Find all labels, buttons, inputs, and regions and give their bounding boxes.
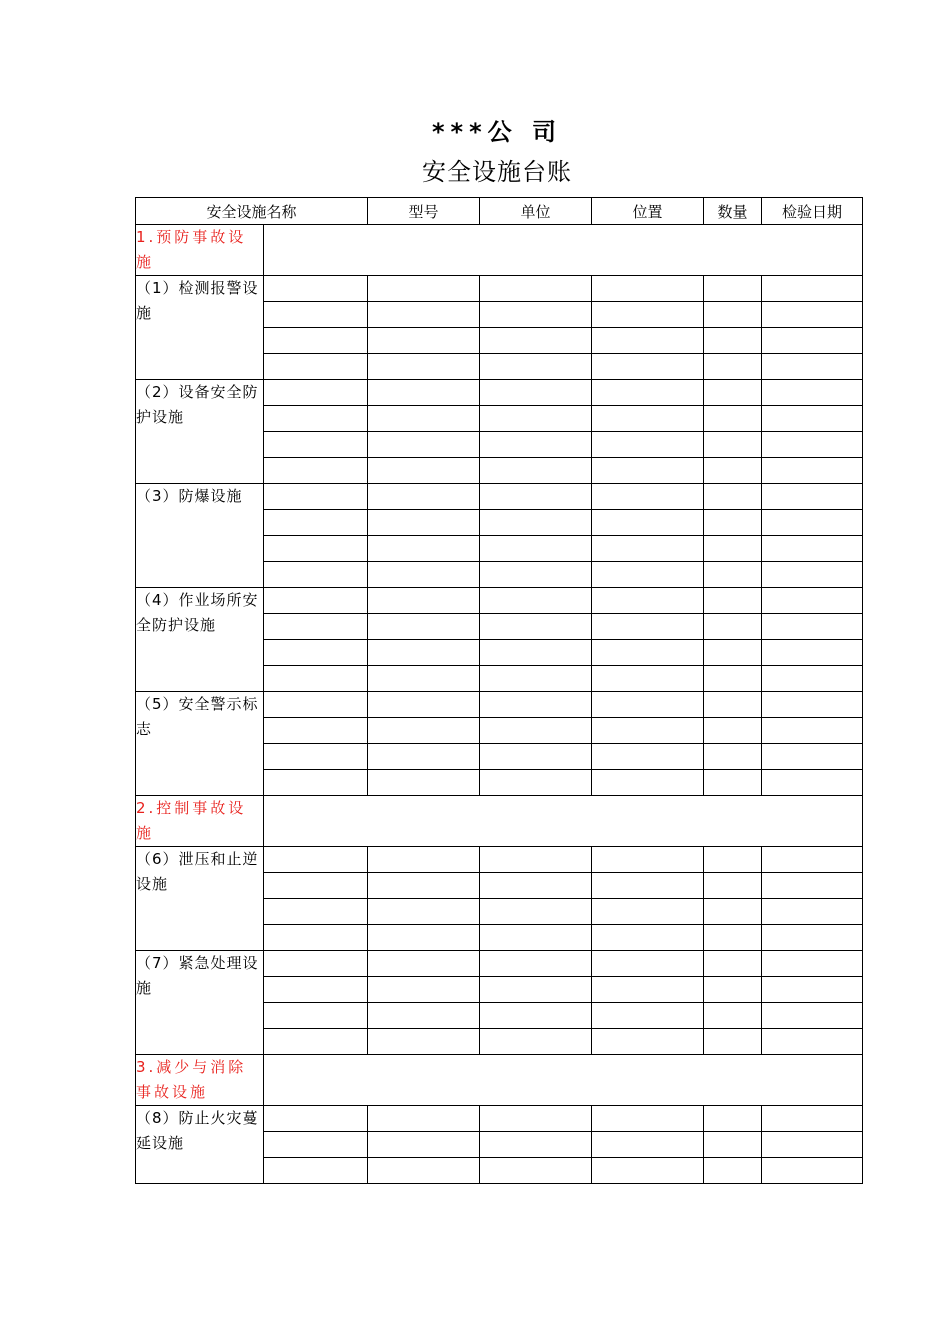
facility-name-cell[interactable] (264, 588, 368, 614)
category-name: 3.减少与消除事故设施 (136, 1055, 264, 1106)
location-cell[interactable] (592, 977, 704, 1003)
inspection-date-cell[interactable] (762, 276, 863, 302)
subcategory-name: （5）安全警示标志 (136, 692, 264, 796)
model-cell[interactable] (368, 692, 480, 718)
category-row (136, 1055, 863, 1106)
quantity-cell[interactable] (704, 562, 762, 588)
model-cell[interactable] (368, 925, 480, 951)
quantity-cell[interactable] (704, 536, 762, 562)
model-cell[interactable] (368, 718, 480, 744)
location-cell[interactable] (592, 744, 704, 770)
quantity-cell[interactable] (704, 770, 762, 796)
location-cell[interactable] (592, 588, 704, 614)
subcategory-name: （3）防爆设施 (136, 484, 264, 588)
unit-cell[interactable] (480, 951, 592, 977)
facility-name-cell[interactable] (264, 1132, 368, 1158)
category-blank-cell[interactable] (264, 225, 863, 276)
company-name: ***公 司 (431, 118, 562, 146)
facility-name-cell[interactable] (264, 510, 368, 536)
location-cell[interactable] (592, 354, 704, 380)
facility-name-cell[interactable] (264, 536, 368, 562)
quantity-cell[interactable] (704, 302, 762, 328)
inspection-date-cell[interactable] (762, 484, 863, 510)
location-cell[interactable] (592, 899, 704, 925)
facility-name-cell[interactable] (264, 1029, 368, 1055)
location-cell[interactable] (592, 666, 704, 692)
model-cell[interactable] (368, 1029, 480, 1055)
inspection-date-cell[interactable] (762, 873, 863, 899)
location-cell[interactable] (592, 1003, 704, 1029)
facility-name-cell[interactable] (264, 484, 368, 510)
column-header-unit: 单位 (480, 198, 592, 225)
location-cell[interactable] (592, 1106, 704, 1132)
subcategory-name: （6）泄压和止逆设施 (136, 847, 264, 951)
unit-cell[interactable] (480, 536, 592, 562)
inspection-date-cell[interactable] (762, 302, 863, 328)
unit-cell[interactable] (480, 432, 592, 458)
category-row (136, 796, 863, 847)
facility-name-cell[interactable] (264, 925, 368, 951)
model-cell[interactable] (368, 458, 480, 484)
quantity-cell[interactable] (704, 977, 762, 1003)
column-header-quantity: 数量 (704, 198, 762, 225)
quantity-cell[interactable] (704, 432, 762, 458)
facility-name-cell[interactable] (264, 977, 368, 1003)
facility-name-cell[interactable] (264, 951, 368, 977)
safety-facility-ledger-table (135, 197, 863, 1184)
quantity-cell[interactable] (704, 1158, 762, 1184)
location-cell[interactable] (592, 458, 704, 484)
quantity-cell[interactable] (704, 951, 762, 977)
quantity-cell[interactable] (704, 1003, 762, 1029)
unit-cell[interactable] (480, 899, 592, 925)
inspection-date-cell[interactable] (762, 899, 863, 925)
unit-cell[interactable] (480, 847, 592, 873)
model-cell[interactable] (368, 302, 480, 328)
facility-name-cell[interactable] (264, 432, 368, 458)
facility-name-cell[interactable] (264, 847, 368, 873)
facility-name-cell[interactable] (264, 899, 368, 925)
model-cell[interactable] (368, 951, 480, 977)
location-cell[interactable] (592, 1132, 704, 1158)
unit-cell[interactable] (480, 977, 592, 1003)
category-name: 1.预防事故设施 (136, 225, 264, 276)
table-row (136, 380, 863, 406)
unit-cell[interactable] (480, 1132, 592, 1158)
model-cell[interactable] (368, 1132, 480, 1158)
facility-name-cell[interactable] (264, 276, 368, 302)
quantity-cell[interactable] (704, 899, 762, 925)
location-cell[interactable] (592, 432, 704, 458)
quantity-cell[interactable] (704, 328, 762, 354)
inspection-date-cell[interactable] (762, 666, 863, 692)
model-cell[interactable] (368, 1003, 480, 1029)
facility-name-cell[interactable] (264, 1158, 368, 1184)
facility-name-cell[interactable] (264, 406, 368, 432)
location-cell[interactable] (592, 925, 704, 951)
quantity-cell[interactable] (704, 925, 762, 951)
model-cell[interactable] (368, 328, 480, 354)
location-cell[interactable] (592, 536, 704, 562)
location-cell[interactable] (592, 873, 704, 899)
facility-name-cell[interactable] (264, 718, 368, 744)
quantity-cell[interactable] (704, 718, 762, 744)
facility-name-cell[interactable] (264, 380, 368, 406)
unit-cell[interactable] (480, 614, 592, 640)
facility-name-cell[interactable] (264, 614, 368, 640)
table-row (136, 1106, 863, 1132)
unit-cell[interactable] (480, 925, 592, 951)
model-cell[interactable] (368, 510, 480, 536)
quantity-cell[interactable] (704, 666, 762, 692)
location-cell[interactable] (592, 510, 704, 536)
model-cell[interactable] (368, 640, 480, 666)
location-cell[interactable] (592, 951, 704, 977)
inspection-date-cell[interactable] (762, 380, 863, 406)
table-row (136, 951, 863, 977)
subcategory-name: （2）设备安全防护设施 (136, 380, 264, 484)
unit-cell[interactable] (480, 1106, 592, 1132)
inspection-date-cell[interactable] (762, 744, 863, 770)
facility-name-cell[interactable] (264, 666, 368, 692)
table-row (136, 692, 863, 718)
quantity-cell[interactable] (704, 588, 762, 614)
location-cell[interactable] (592, 276, 704, 302)
subcategory-name: （7）紧急处理设施 (136, 951, 264, 1055)
location-cell[interactable] (592, 770, 704, 796)
inspection-date-cell[interactable] (762, 458, 863, 484)
quantity-cell[interactable] (704, 1106, 762, 1132)
inspection-date-cell[interactable] (762, 1029, 863, 1055)
unit-cell[interactable] (480, 354, 592, 380)
location-cell[interactable] (592, 406, 704, 432)
quantity-cell[interactable] (704, 276, 762, 302)
subcategory-name: （1）检测报警设施 (136, 276, 264, 380)
model-cell[interactable] (368, 588, 480, 614)
model-cell[interactable] (368, 536, 480, 562)
facility-name-cell[interactable] (264, 744, 368, 770)
location-cell[interactable] (592, 562, 704, 588)
model-cell[interactable] (368, 977, 480, 1003)
model-cell[interactable] (368, 847, 480, 873)
quantity-cell[interactable] (704, 458, 762, 484)
header-row (136, 198, 863, 225)
location-cell[interactable] (592, 718, 704, 744)
facility-name-cell[interactable] (264, 354, 368, 380)
unit-cell[interactable] (480, 1029, 592, 1055)
facility-name-cell[interactable] (264, 873, 368, 899)
facility-name-cell[interactable] (264, 328, 368, 354)
unit-cell[interactable] (480, 692, 592, 718)
inspection-date-cell[interactable] (762, 1003, 863, 1029)
quantity-cell[interactable] (704, 692, 762, 718)
category-name: 2.控制事故设施 (136, 796, 264, 847)
facility-name-cell[interactable] (264, 302, 368, 328)
location-cell[interactable] (592, 380, 704, 406)
document-title: 安全设施台账 (422, 158, 572, 186)
subcategory-name: （4）作业场所安全防护设施 (136, 588, 264, 692)
inspection-date-cell[interactable] (762, 1106, 863, 1132)
inspection-date-cell[interactable] (762, 692, 863, 718)
unit-cell[interactable] (480, 1158, 592, 1184)
column-header-inspection-date: 检验日期 (762, 198, 863, 225)
location-cell[interactable] (592, 692, 704, 718)
model-cell[interactable] (368, 873, 480, 899)
unit-cell[interactable] (480, 380, 592, 406)
facility-name-cell[interactable] (264, 692, 368, 718)
location-cell[interactable] (592, 614, 704, 640)
location-cell[interactable] (592, 484, 704, 510)
model-cell[interactable] (368, 1158, 480, 1184)
unit-cell[interactable] (480, 328, 592, 354)
inspection-date-cell[interactable] (762, 1158, 863, 1184)
model-cell[interactable] (368, 666, 480, 692)
inspection-date-cell[interactable] (762, 925, 863, 951)
unit-cell[interactable] (480, 1003, 592, 1029)
unit-cell[interactable] (480, 276, 592, 302)
quantity-cell[interactable] (704, 640, 762, 666)
column-header-location: 位置 (592, 198, 704, 225)
category-blank-cell[interactable] (264, 1055, 863, 1106)
location-cell[interactable] (592, 302, 704, 328)
unit-cell[interactable] (480, 302, 592, 328)
model-cell[interactable] (368, 354, 480, 380)
location-cell[interactable] (592, 640, 704, 666)
model-cell[interactable] (368, 744, 480, 770)
location-cell[interactable] (592, 328, 704, 354)
inspection-date-cell[interactable] (762, 406, 863, 432)
model-cell[interactable] (368, 380, 480, 406)
inspection-date-cell[interactable] (762, 432, 863, 458)
quantity-cell[interactable] (704, 847, 762, 873)
unit-cell[interactable] (480, 873, 592, 899)
category-blank-cell[interactable] (264, 796, 863, 847)
model-cell[interactable] (368, 484, 480, 510)
unit-cell[interactable] (480, 770, 592, 796)
subcategory-name: （8）防止火灾蔓延设施 (136, 1106, 264, 1184)
unit-cell[interactable] (480, 588, 592, 614)
inspection-date-cell[interactable] (762, 562, 863, 588)
unit-cell[interactable] (480, 406, 592, 432)
table-row (136, 484, 863, 510)
model-cell[interactable] (368, 899, 480, 925)
inspection-date-cell[interactable] (762, 328, 863, 354)
table-row (136, 588, 863, 614)
table-row (136, 847, 863, 873)
quantity-cell[interactable] (704, 484, 762, 510)
inspection-date-cell[interactable] (762, 614, 863, 640)
facility-name-cell[interactable] (264, 1106, 368, 1132)
model-cell[interactable] (368, 614, 480, 640)
model-cell[interactable] (368, 276, 480, 302)
location-cell[interactable] (592, 1029, 704, 1055)
quantity-cell[interactable] (704, 1029, 762, 1055)
inspection-date-cell[interactable] (762, 977, 863, 1003)
unit-cell[interactable] (480, 484, 592, 510)
quantity-cell[interactable] (704, 873, 762, 899)
unit-cell[interactable] (480, 458, 592, 484)
model-cell[interactable] (368, 432, 480, 458)
unit-cell[interactable] (480, 510, 592, 536)
facility-name-cell[interactable] (264, 1003, 368, 1029)
quantity-cell[interactable] (704, 380, 762, 406)
inspection-date-cell[interactable] (762, 536, 863, 562)
inspection-date-cell[interactable] (762, 1132, 863, 1158)
unit-cell[interactable] (480, 666, 592, 692)
quantity-cell[interactable] (704, 1132, 762, 1158)
model-cell[interactable] (368, 562, 480, 588)
quantity-cell[interactable] (704, 354, 762, 380)
quantity-cell[interactable] (704, 614, 762, 640)
unit-cell[interactable] (480, 744, 592, 770)
inspection-date-cell[interactable] (762, 951, 863, 977)
facility-name-cell[interactable] (264, 562, 368, 588)
column-header-model: 型号 (368, 198, 480, 225)
inspection-date-cell[interactable] (762, 640, 863, 666)
table-row (136, 276, 863, 302)
quantity-cell[interactable] (704, 406, 762, 432)
unit-cell[interactable] (480, 718, 592, 744)
inspection-date-cell[interactable] (762, 354, 863, 380)
inspection-date-cell[interactable] (762, 718, 863, 744)
model-cell[interactable] (368, 406, 480, 432)
model-cell[interactable] (368, 1106, 480, 1132)
quantity-cell[interactable] (704, 510, 762, 536)
inspection-date-cell[interactable] (762, 847, 863, 873)
category-row (136, 225, 863, 276)
location-cell[interactable] (592, 847, 704, 873)
facility-name-cell[interactable] (264, 770, 368, 796)
quantity-cell[interactable] (704, 744, 762, 770)
unit-cell[interactable] (480, 640, 592, 666)
location-cell[interactable] (592, 1158, 704, 1184)
facility-name-cell[interactable] (264, 640, 368, 666)
column-header-facility-name: 安全设施名称 (136, 198, 368, 225)
facility-name-cell[interactable] (264, 458, 368, 484)
inspection-date-cell[interactable] (762, 588, 863, 614)
model-cell[interactable] (368, 770, 480, 796)
unit-cell[interactable] (480, 562, 592, 588)
inspection-date-cell[interactable] (762, 510, 863, 536)
inspection-date-cell[interactable] (762, 770, 863, 796)
